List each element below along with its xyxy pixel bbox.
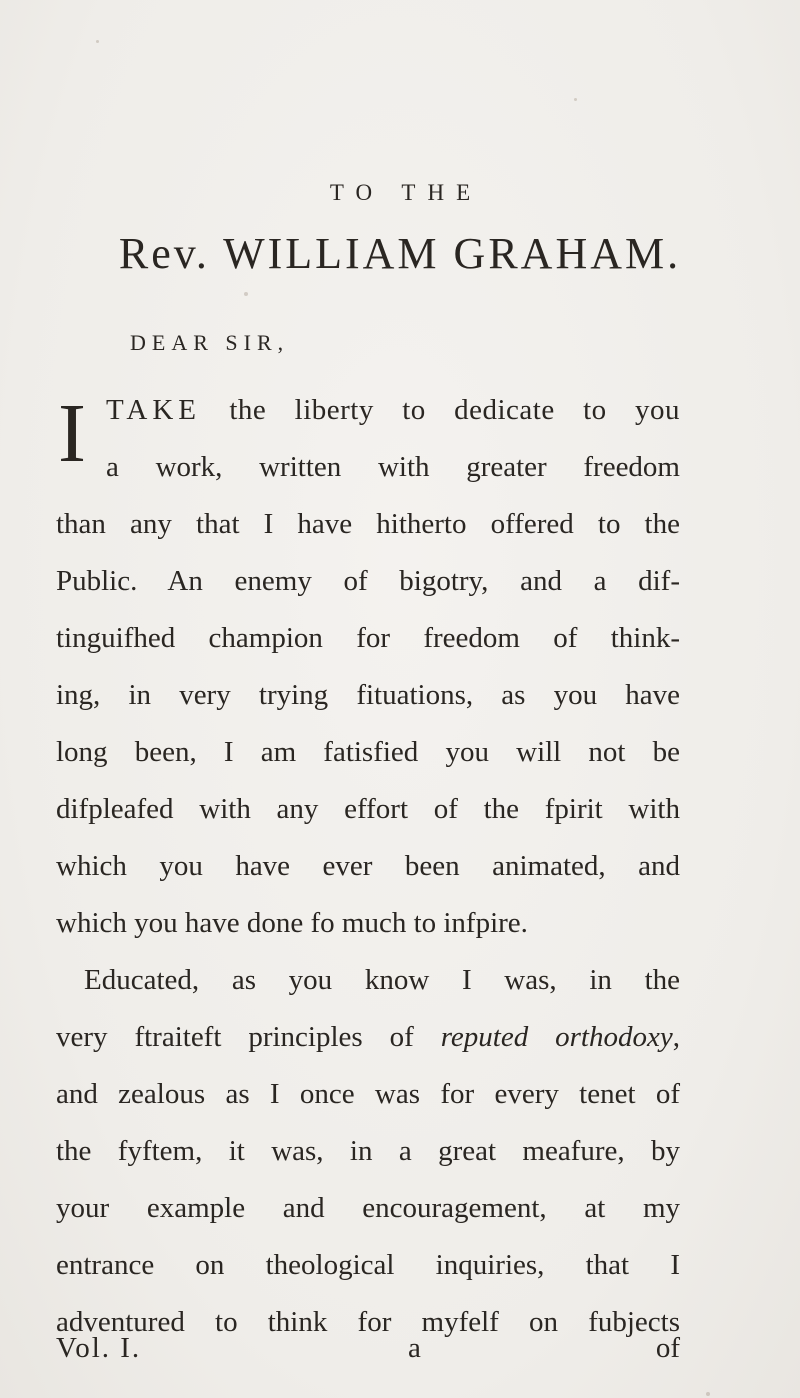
- line-1-rest: the liberty to dedicate to you: [201, 394, 680, 426]
- text-line-4: Public. An enemy of bigotry, and a dif-: [56, 565, 680, 597]
- reputed-orthodoxy: reputed orthodoxy: [440, 1021, 673, 1053]
- text-line-17: adventured to think for myfelf on fubjects: [56, 1306, 680, 1338]
- text-line-10: which you have done fo much to infpire.: [56, 907, 528, 939]
- catchword: of: [655, 1332, 680, 1364]
- paper-speck: [244, 292, 248, 296]
- text-line-6: ing, in very trying fituations, as you have: [56, 679, 680, 711]
- text-line-14: the fyftem, it was, in a great meafure, by: [56, 1135, 680, 1167]
- volume-label: Vol. I.: [56, 1332, 142, 1364]
- line-12-end: ,: [672, 1021, 680, 1053]
- text-line-12: [56, 1009, 680, 1066]
- paper-speck: [574, 98, 577, 101]
- text-line-9: which you have ever been animated, and: [56, 850, 680, 882]
- text-line-8: difpleafed with any effort of the fpirit with: [56, 793, 680, 825]
- salutation: DEAR SIR,: [130, 330, 290, 355]
- page-footer: [56, 1320, 680, 1377]
- lead-word: TAKE: [106, 394, 201, 426]
- text-line-5: tinguifhed champion for freedom of think-: [56, 622, 680, 654]
- line-12-start: very ftraiteft principles of: [56, 1021, 441, 1053]
- text-line-15: your example and encouragement, at my: [56, 1192, 680, 1224]
- paper-speck: [706, 1392, 710, 1396]
- text-line-1: [56, 382, 680, 439]
- paper-speck: [96, 40, 99, 43]
- text-line-16: entrance on theological inquiries, that I: [56, 1249, 680, 1281]
- text-line-11: Educated, as you know I was, in the: [84, 964, 680, 996]
- dedicatee-name: Rev. WILLIAM GRAHAM.: [118, 229, 682, 278]
- text-line-2: a work, written with greater freedom: [106, 451, 680, 483]
- drop-cap: I: [58, 387, 86, 480]
- text-line-3: than any that I have hitherto offered to the: [56, 508, 680, 540]
- text-line-13: and zealous as I once was for every tenet of: [56, 1078, 680, 1110]
- heading-to-the: TO THE: [329, 180, 483, 205]
- signature-mark: a: [408, 1332, 421, 1364]
- dedication-text: [56, 382, 680, 1351]
- text-line-7: long been, I am fatisfied you will not be: [56, 736, 680, 768]
